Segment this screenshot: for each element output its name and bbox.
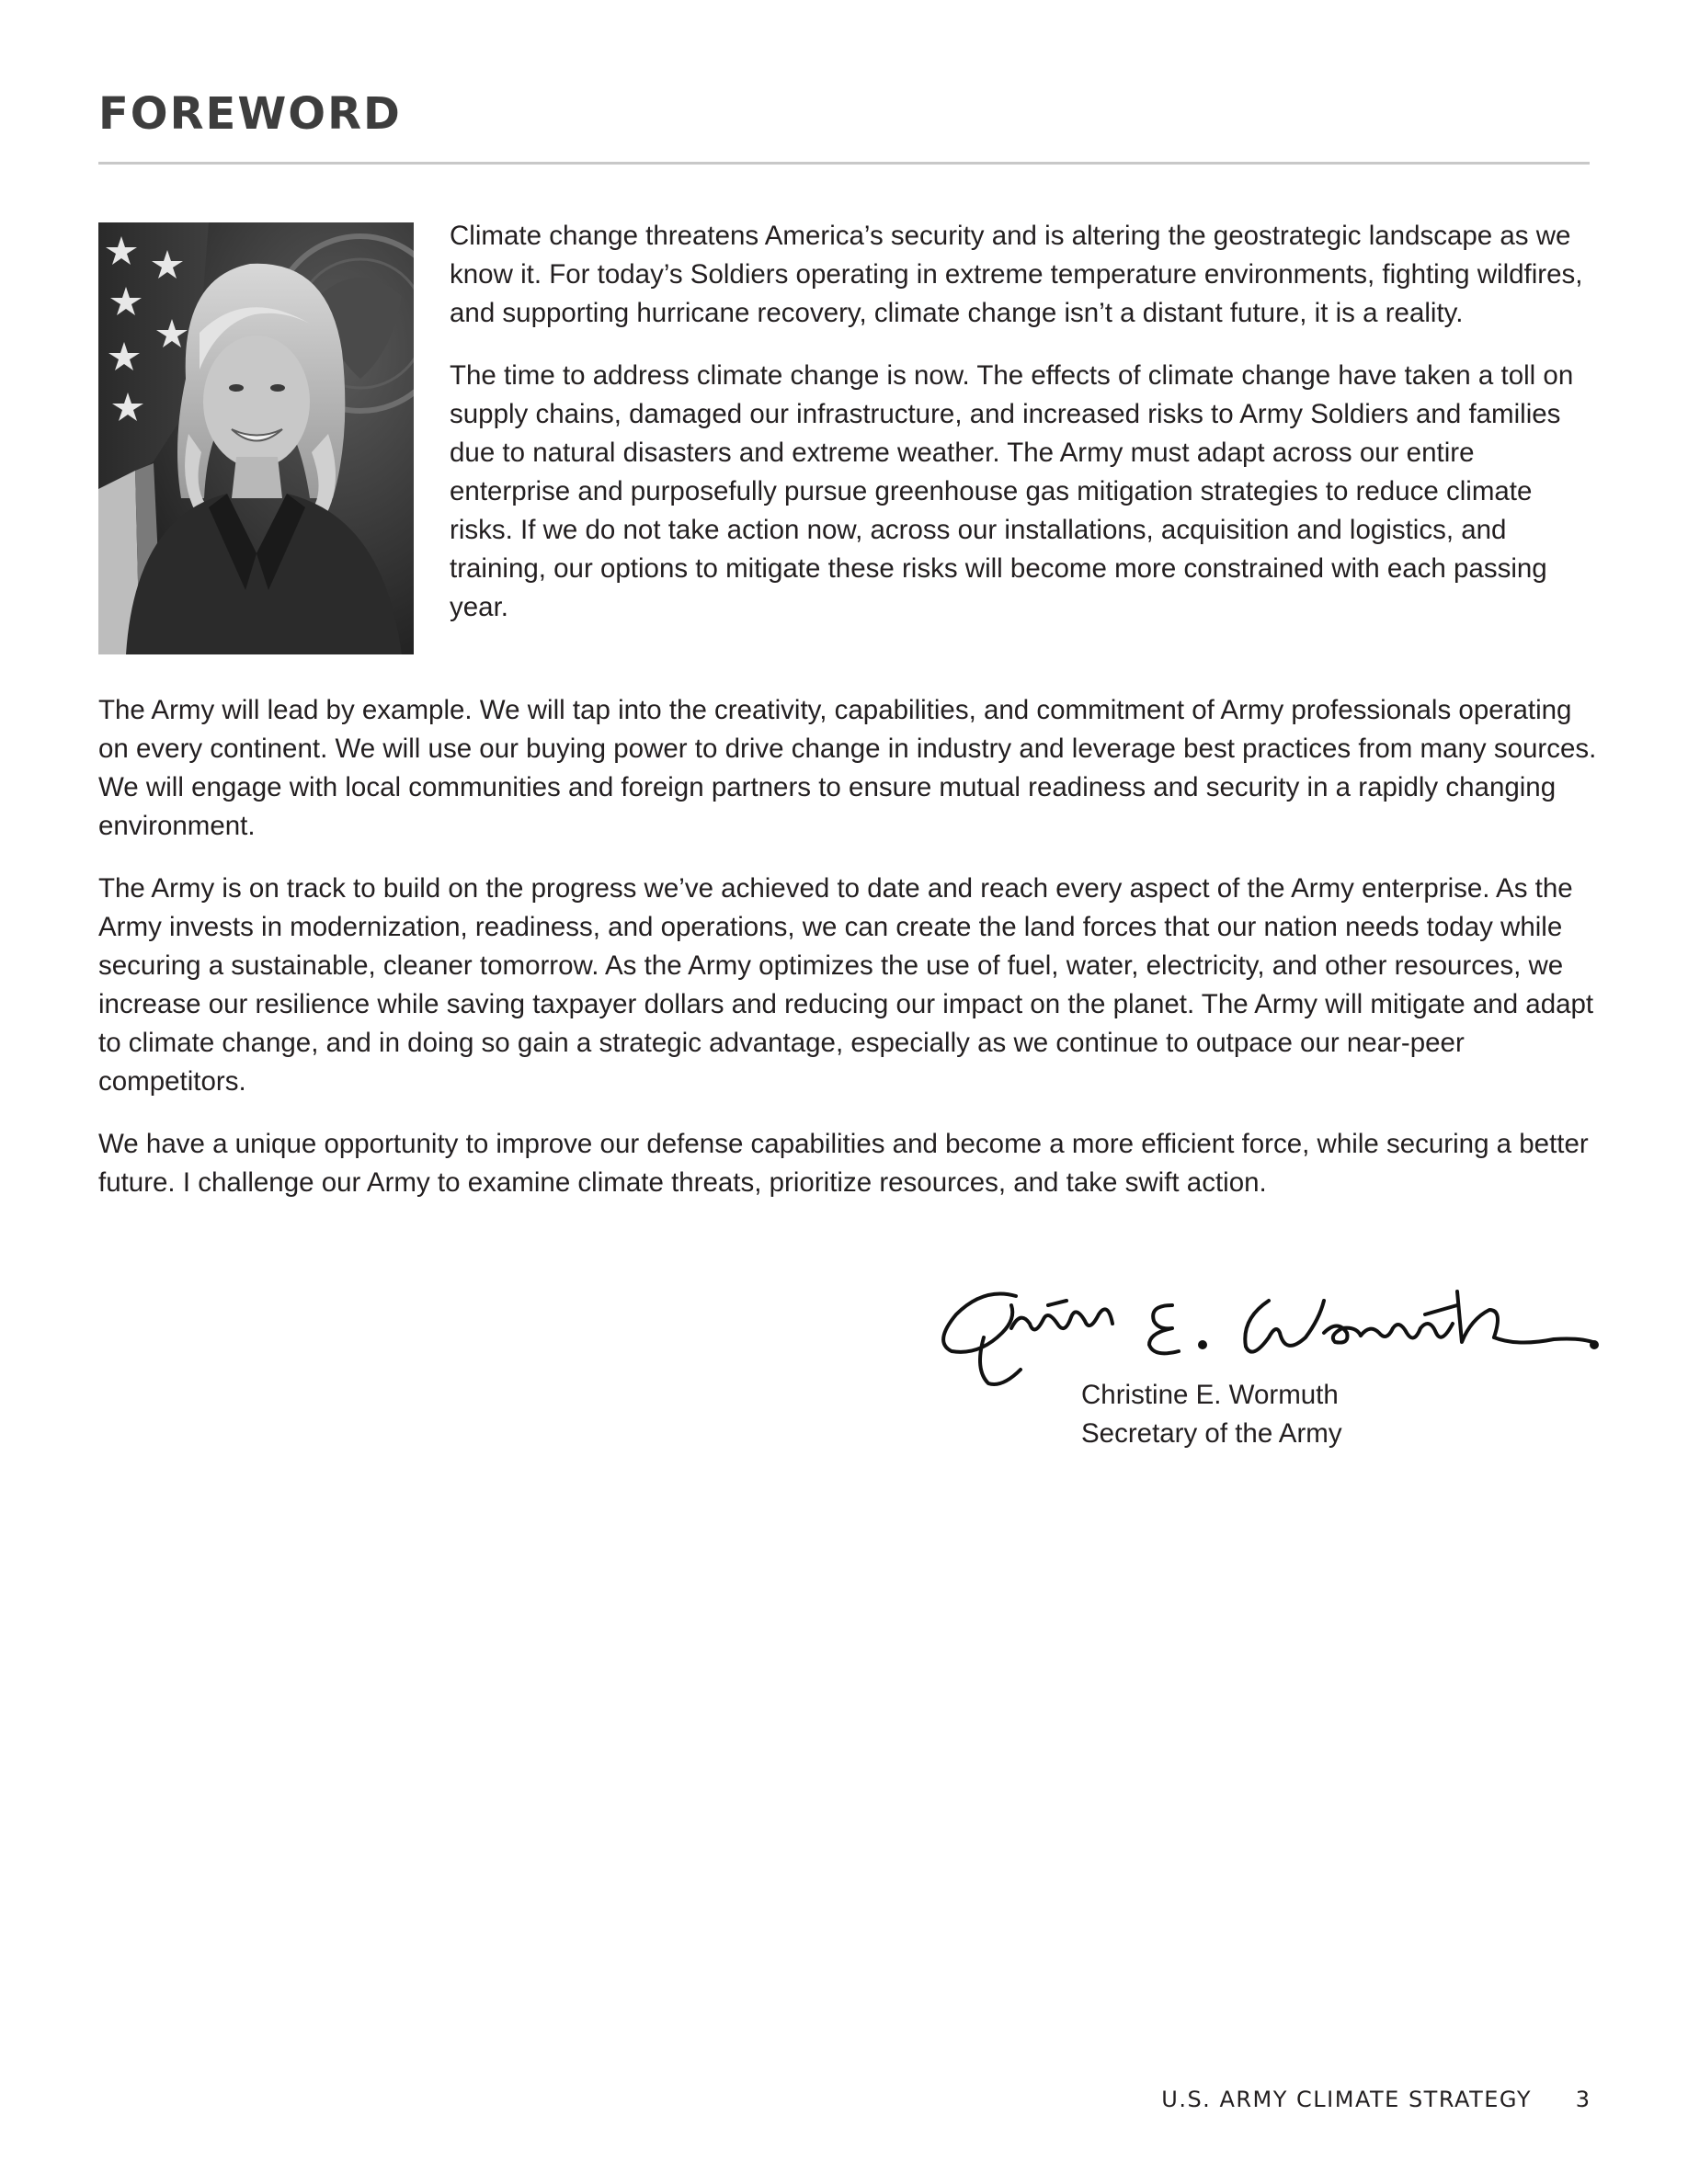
body-paragraph: The Army will lead by example. We will tap into the creativity, capabilities, and commitment of Army professionals operating on every continent. We will use our buying power to drive change in industry and leverage best practices from many sources. We will engage with local communities and foreign partners to ensure mutual readiness and security in a rapidly changing environment.: [98, 695, 1597, 841]
intro-paragraph: Climate change threatens America’s security and is altering the geostrategic landscape as we know it. For today’s Soldiers operating in extreme temperature environments, fighting wildfires, and supporting hurricane recovery, climate change isn’t a distant future, it is a reality.: [450, 221, 1583, 328]
footer-document-title: U.S. ARMY CLIMATE STRATEGY: [1161, 2087, 1532, 2112]
portrait-photo: [98, 222, 414, 654]
page-title: FOREWORD: [98, 88, 402, 140]
signer-title: Secretary of the Army: [1081, 1418, 1342, 1449]
body-paragraph: The Army is on track to build on the progress we’ve achieved to date and reach every aspect of the Army enterprise. As the Army invests in modernization, readiness, and operations, we can create the land forces that our nation needs today while securing a sustainable, cleaner tomorrow. As the Army optimizes the use of fuel, water, electricity, and other resources, we increase our resilience while saving taxpayer dollars and reducing our impact on the planet. The Army will mitigate and adapt to climate change, and in doing so gain a strategic advantage, especially as we continue to outpace our near-peer competitors.: [98, 873, 1594, 1097]
intro-text-column: [450, 217, 1599, 627]
title-divider: [98, 162, 1590, 165]
intro-paragraph: The time to address climate change is now. The effects of climate change have taken a toll on supply chains, damaged our infrastructure, and increased risks to Army Soldiers and families due to natural disasters and extreme weather. The Army must adapt across our entire enterprise and purposefully pursue greenhouse gas mitigation strategies to reduce climate risks. If we do not take action now, across our installations, acquisition and logistics, and training, our options to mitigate these risks will become more constrained with each passing year.: [450, 360, 1574, 622]
signer-block: [1081, 1376, 1342, 1453]
body-paragraph: We have a unique opportunity to improve our defense capabilities and become a more efficient force, while securing a better future. I challenge our Army to examine climate threats, prioritize resources, and take swift action.: [98, 1129, 1589, 1198]
signer-name: Christine E. Wormuth: [1081, 1380, 1339, 1410]
footer-page-number: 3: [1575, 2087, 1590, 2112]
body-text-column: [98, 691, 1602, 1202]
